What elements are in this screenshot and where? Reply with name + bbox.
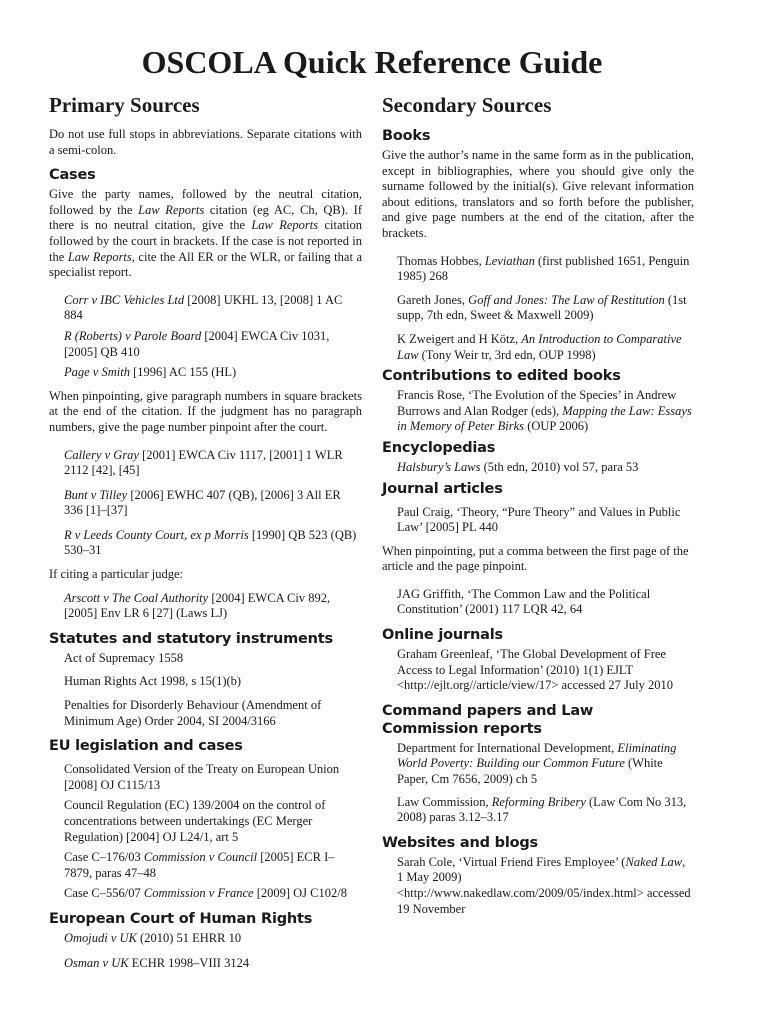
command-paper-citation: Law Commission, Reforming Bribery (Law Com No 313, 2008) paras 3.12–3.17 xyxy=(397,794,687,825)
command-papers-heading: Command papers and Law Commission reports xyxy=(382,702,594,737)
cases-examples-2 xyxy=(49,448,362,560)
statutes-heading: Statutes and statutory instruments xyxy=(49,630,333,647)
book-citation: Thomas Hobbes, Leviathan (first published 1651, Penguin 1985) 268 xyxy=(397,253,690,284)
journals-examples-2 xyxy=(382,587,694,618)
journals-paragraph: When pinpointing, put a comma between the first page of the article and the page pinpoint. xyxy=(382,543,689,574)
book-citation: Gareth Jones, Goff and Jones: The Law of Restitution (1st supp, 7th edn, Sweet & Maxwell 2009) xyxy=(397,292,687,323)
secondary-sources-heading: Secondary Sources xyxy=(382,93,552,117)
book-citation: K Zweigert and H Kötz, An Introduction to Comparative Law (Tony Weir tr, 3rd edn, OUP 1998) xyxy=(397,331,682,362)
encyclopedia-citation: Halsbury’s Laws (5th edn, 2010) vol 57, para 53 xyxy=(397,459,639,474)
cases-examples-3 xyxy=(49,591,362,622)
echr-citation: Omojudi v UK (2010) 51 EHRR 10 xyxy=(64,930,242,945)
statute-citation: Penalties for Disorderly Behaviour (Amendment of Minimum Age) Order 2004, SI 2004/3166 xyxy=(64,698,322,728)
online-journals-list xyxy=(382,647,694,694)
cases-paragraph-3: If citing a particular judge: xyxy=(49,567,183,582)
cases-examples-1 xyxy=(49,293,362,381)
page-title: OSCOLA Quick Reference Guide xyxy=(141,44,603,80)
primary-sources-heading: Primary Sources xyxy=(49,93,200,117)
case-citation: Page v Smith [1996] AC 155 (HL) xyxy=(64,365,237,380)
primary-intro: Do not use full stops in abbreviations. Separate citations with a semi-colon. xyxy=(49,127,362,157)
case-citation: Corr v IBC Vehicles Ltd [2008] UKHL 13, [2008] 1 AC 884 xyxy=(64,292,343,323)
case-citation: Callery v Gray [2001] EWCA Civ 1117, [2001] 1 WLR 2112 [42], [45] xyxy=(64,447,343,478)
encyclopedias-heading: Encyclopedias xyxy=(382,439,496,456)
journals-heading: Journal articles xyxy=(382,480,503,497)
online-journal-citation: Graham Greenleaf, ‘The Global Development of Free Access to Legal Information’ (2010) 1(1) EJLT <http://ejlt.org//article/view/17> accessed 27 July 2010 xyxy=(397,647,673,693)
website-citation: Sarah Cole, ‘Virtual Friend Fires Employee’ (Naked Law, 1 May 2009) <http://www.nakedlaw.com/2009/05/index.html> accessed 19 November xyxy=(397,854,691,916)
statute-citation: Human Rights Act 1998, s 15(1)(b) xyxy=(64,674,242,689)
eu-heading: EU legislation and cases xyxy=(49,738,243,755)
journals-examples-1 xyxy=(382,505,694,536)
case-citation: Bunt v Tilley [2006] EWHC 407 (QB), [2006] 3 All ER 336 [1]–[37] xyxy=(64,487,341,518)
books-list xyxy=(382,254,694,364)
case-citation: R (Roberts) v Parole Board [2004] EWCA Civ 1031, [2005] QB 410 xyxy=(64,328,330,359)
contributions-list xyxy=(382,388,694,435)
cases-heading: Cases xyxy=(49,167,96,184)
command-papers-list xyxy=(382,741,694,826)
contributions-heading: Contributions to edited books xyxy=(382,368,621,385)
websites-heading: Websites and blogs xyxy=(382,834,538,851)
journal-citation: Paul Craig, ‘Theory, “Pure Theory” and Values in Public Law’ [2005] PL 440 xyxy=(397,504,681,535)
echr-heading: European Court of Human Rights xyxy=(49,910,313,927)
eu-citation: Council Regulation (EC) 139/2004 on the control of concentrations between undertakings (EC Merger Regulation) [2004] OJ L24/1, art 5 xyxy=(64,798,326,844)
command-paper-citation: Department for International Development, Eliminating World Poverty: Building our Common Future (White Paper, Cm 7656, 2009) ch 5 xyxy=(397,740,677,787)
statute-citation: Act of Supremacy 1558 xyxy=(64,650,184,665)
echr-list xyxy=(49,931,362,971)
eu-list xyxy=(49,762,362,902)
statutes-list xyxy=(49,651,362,729)
cases-paragraph-1: Give the party names, followed by the neutral citation, followed by the Law Reports citation (eg AC, Ch, QB). If there is no neutral citation, give the Law Reports citation followed by the court in brackets. If the case is not reported in the Law Reports, cite the All ER or the WLR, or failing that a specialist report. xyxy=(49,187,362,280)
echr-citation: Osman v UK ECHR 1998–VIII 3124 xyxy=(64,955,250,970)
eu-citation: Case C–176/03 Commission v Council [2005] ECR I–7879, paras 47–48 xyxy=(64,850,335,880)
websites-list xyxy=(382,855,694,917)
cases-paragraph-2: When pinpointing, give paragraph numbers in square brackets at the end of the citation. If the judgment has no paragraph numbers, give the page number pinpoint after the court. xyxy=(49,388,362,434)
case-citation: R v Leeds County Court, ex p Morris [1990] QB 523 (QB) 530–31 xyxy=(64,527,357,558)
case-citation: Arscott v The Coal Authority [2004] EWCA Civ 892, [2005] Env LR 6 [27] (Laws LJ) xyxy=(64,590,331,621)
online-journals-heading: Online journals xyxy=(382,627,503,644)
primary-sources-column xyxy=(49,92,362,971)
journal-citation: JAG Griffith, ‘The Common Law and the Political Constitution’ (2001) 117 LQR 42, 64 xyxy=(397,586,651,617)
books-heading: Books xyxy=(382,128,431,144)
eu-citation: Case C–556/07 Commission v France [2009] OJ C102/8 xyxy=(64,886,347,901)
contribution-citation: Francis Rose, ‘The Evolution of the Species’ in Andrew Burrows and Alan Rodger (eds), Mapping the Law: Essays in Memory of Peter Birks (OUP 2006) xyxy=(397,388,692,434)
eu-citation: Consolidated Version of the Treaty on European Union [2008] OJ C115/13 xyxy=(64,762,340,792)
secondary-sources-column xyxy=(382,92,694,917)
encyclopedias-list xyxy=(382,460,694,476)
books-paragraph: Give the author’s name in the same form as in the publication, except in bibliographies, where you should give only the surname followed by the initial(s). Give relevant information about editions, translators and so forth before the publisher, and give page numbers at the end of the citation, after the brackets. xyxy=(382,148,694,240)
